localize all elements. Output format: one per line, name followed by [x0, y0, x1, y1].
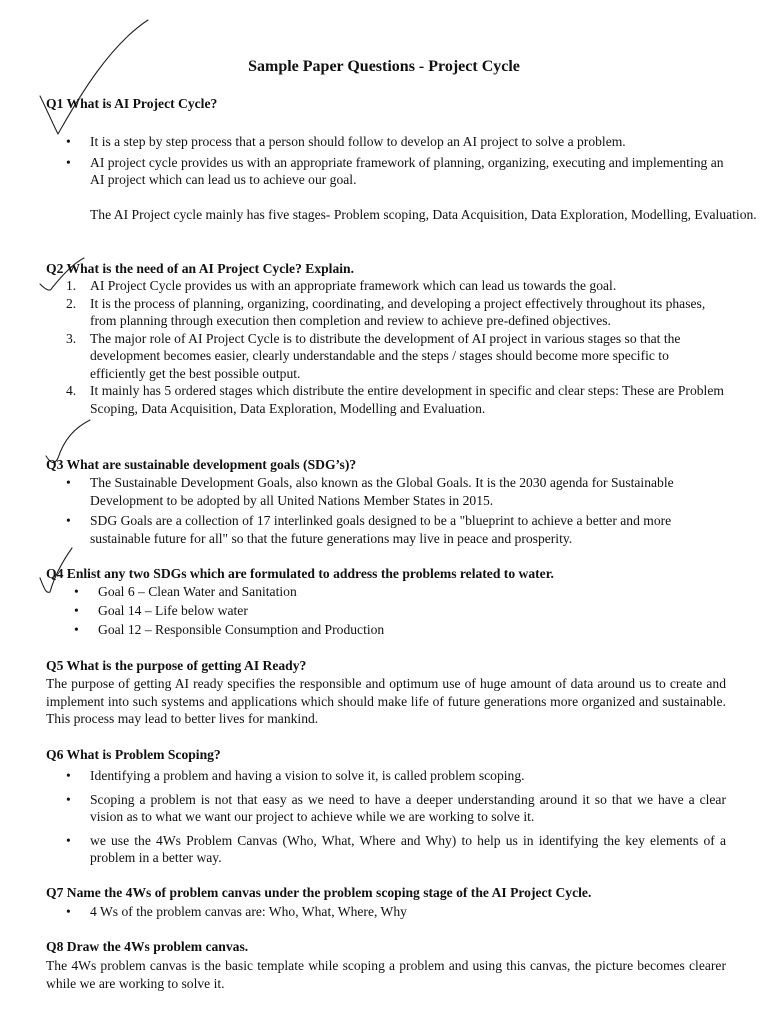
- q6-bullet-list: [46, 767, 726, 870]
- q3-bullet-list: [46, 474, 726, 550]
- list-number: 2.: [66, 295, 77, 311]
- q8-heading: Q8 Draw the 4Ws problem canvas.: [46, 939, 249, 954]
- list-number: 1.: [66, 278, 77, 293]
- q1-bullet-list: [46, 133, 726, 192]
- list-item: • Goal 14 – Life below water: [46, 602, 726, 620]
- q5-paragraph: The purpose of getting AI ready specifies the responsible and optimum use of huge amount of data around us to create and implement into such systems and applications which should make life of future generations more organized and sustainable. This process may lead to better lives for mankind.: [46, 676, 726, 726]
- list-item: • Goal 6 – Clean Water and Sanitation: [46, 583, 726, 601]
- list-item: • Goal 12 – Responsible Consumption and Production: [46, 621, 726, 639]
- list-item: • It is a step by step process that a person should follow to develop an AI project to solve a problem.: [46, 133, 726, 151]
- list-item: • SDG Goals are a collection of 17 interlinked goals designed to be a "blueprint to achieve a better and more sustainable future for all" so that the future generations may live in peace and prosperity.: [46, 512, 726, 547]
- q4-bullet-list: [46, 583, 726, 639]
- q2-numbered-list: [46, 277, 726, 417]
- q4-heading: Q4 Enlist any two SDGs which are formulated to address the problems related to water.: [46, 566, 554, 581]
- q8-paragraph: The 4Ws problem canvas is the basic template while scoping a problem and using this canvas, the picture becomes clearer while we are working to solve it.: [46, 958, 726, 991]
- list-item: [46, 330, 726, 383]
- q5-heading: Q5 What is the purpose of getting AI Ready?: [46, 658, 307, 673]
- list-number: 4.: [66, 383, 77, 398]
- list-item: [46, 277, 726, 295]
- q3-heading: Q3 What are sustainable development goals (SDG’s)?: [46, 457, 357, 472]
- list-item: [46, 382, 726, 417]
- list-number: 3.: [66, 330, 77, 346]
- list-item: • we use the 4Ws Problem Canvas (Who, What, Where and Why) to help us in identifying the key elements of a problem in a better way.: [46, 832, 726, 867]
- list-item: • Scoping a problem is not that easy as we need to have a deeper understanding around it so that we have a clear vision as to what we want our project to achieve while we are working to solve it.: [46, 791, 726, 826]
- q7-heading: Q7 Name the 4Ws of problem canvas under the problem scoping stage of the AI Project Cycle.: [46, 885, 592, 900]
- list-text: It is the process of planning, organizing, coordinating, and developing a project effectively throughout its phases, from planning through execution then completion and review to achieve pre-defined objectives.: [90, 295, 706, 328]
- list-text: The major role of AI Project Cycle is to distribute the development of AI project in various stages so that the development becomes easier, clearly understandable and the steps / stages should become more specific to efficiently get the best possible output.: [90, 330, 681, 381]
- list-item: • Identifying a problem and having a vision to solve it, is called problem scoping.: [46, 767, 726, 785]
- list-item: [46, 295, 726, 330]
- q7-bullet-list: [46, 903, 726, 921]
- q2-heading: Q2 What is the need of an AI Project Cycle? Explain.: [46, 261, 354, 276]
- list-item: • 4 Ws of the problem canvas are: Who, What, Where, Why: [46, 903, 726, 921]
- list-text: It mainly has 5 ordered stages which distribute the entire development in specific and clear steps: These are Problem Scoping, Data Acquisition, Data Exploration, Modelling and Evaluation.: [90, 383, 724, 416]
- page-title: Sample Paper Questions - Project Cycle: [248, 58, 520, 75]
- tick-mark-q1: [40, 20, 148, 134]
- q1-paragraph: The AI Project cycle mainly has five stages- Problem scoping, Data Acquisition, Data Exploration, Modelling, Evaluation.: [90, 207, 757, 222]
- list-item: • The Sustainable Development Goals, also known as the Global Goals. It is the 2030 agenda for Sustainable Development to be adopted by all United Nations Member States in 2015.: [46, 474, 726, 509]
- q6-heading: Q6 What is Problem Scoping?: [46, 747, 221, 762]
- list-item: • AI project cycle provides us with an appropriate framework of planning, organizing, executing and implementing an AI project which can lead us to achieve our goal.: [46, 154, 726, 189]
- list-text: AI Project Cycle provides us with an appropriate framework which can lead us towards the goal.: [90, 278, 617, 293]
- q1-heading: Q1 What is AI Project Cycle?: [46, 96, 218, 111]
